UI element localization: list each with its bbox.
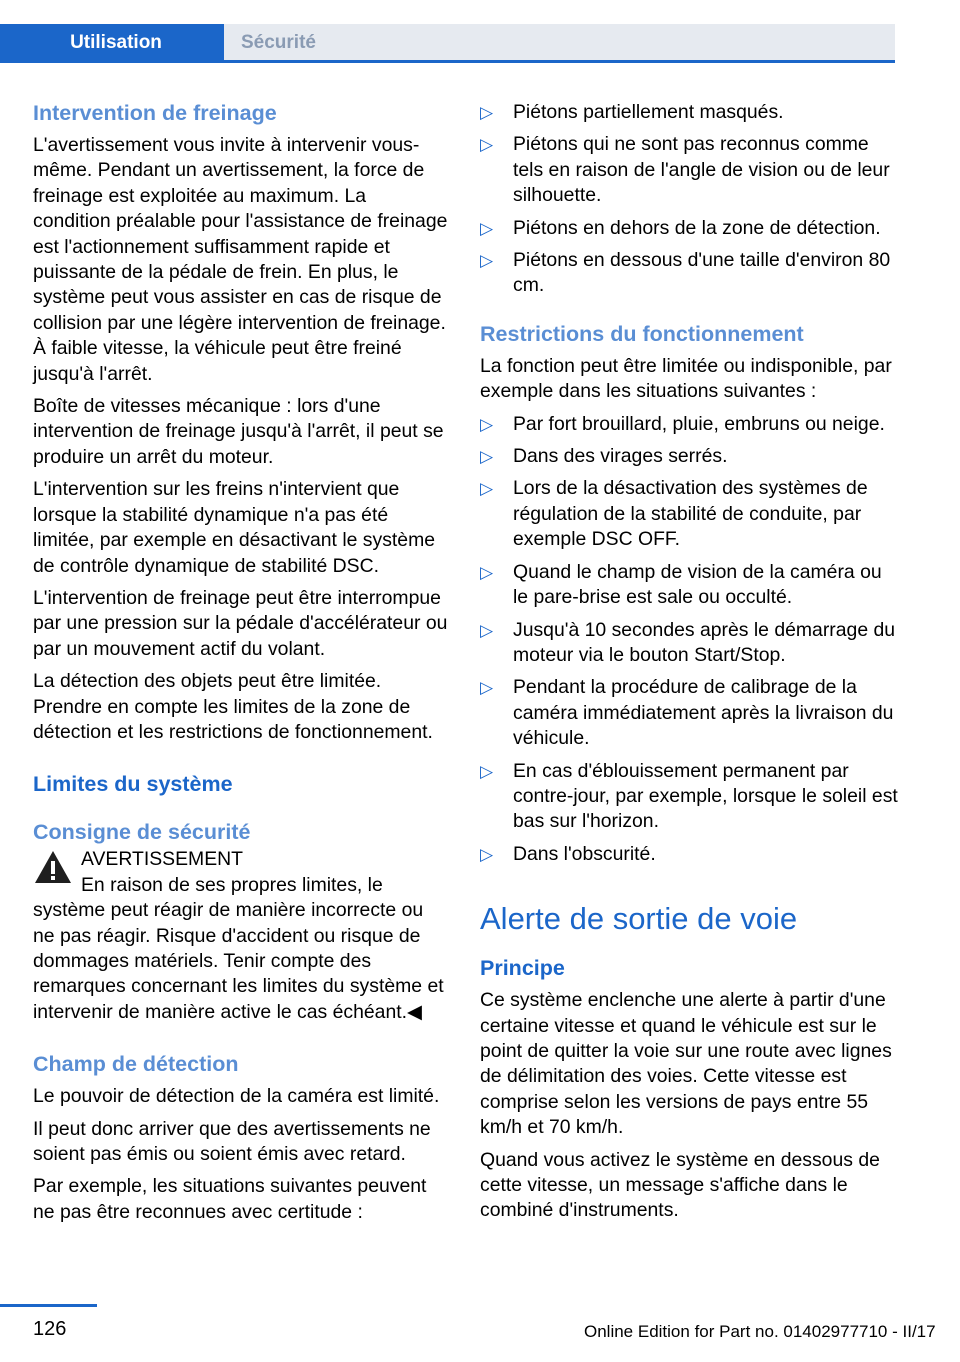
triangle-bullet-icon: ▷	[480, 103, 494, 122]
list-item: ▷ Dans l'obscurité.	[480, 842, 898, 867]
heading-restrictions: Restrictions du fonctionnement	[480, 321, 804, 346]
warning-triangle-icon	[33, 849, 73, 885]
warning-block	[33, 847, 449, 1025]
page-number: 126	[33, 1318, 67, 1340]
list-item: ▷ Dans des virages serrés.	[480, 444, 898, 469]
warning-title: AVERTISSEMENT	[81, 848, 243, 871]
list-restrictions	[480, 412, 898, 868]
warning-text: En raison de ses propres limites, le système peut réagir de manière incorrecte ou ne pas réagir. Risque d'accident ou risque de dommages matériels. Tenir compte des remarques concernant les limites du système et intervenir de manière active le cas échéant.◀	[33, 873, 444, 1023]
list-item: ▷ Piétons partiellement masqués.	[480, 100, 898, 125]
list-item: ▷ Jusqu'à 10 secondes après le démarrage du moteur via le bouton Start/Stop.	[480, 618, 896, 666]
heading-alerte-sortie-voie: Alerte de sortie de voie	[480, 901, 798, 937]
paragraph: Quand vous activez le système en dessous de cette vitesse, un message s'affiche dans le combiné d'instruments.	[480, 1148, 880, 1222]
paragraph: Ce système enclenche une alerte à partir d'une certaine vitesse et quand le véhicule est sur le point de quitter la voie sur une route avec lignes de délimitation des voies. Cette vitesse est comprise selon les versions de pays entre 55 km/h et 70 km/h.	[480, 989, 892, 1139]
heading-principe: Principe	[480, 956, 565, 981]
paragraph: L'intervention sur les freins n'intervient que lorsque la stabilité dynamique n'a pas été limitée, par exemple en désactivant le système de contrôle dynamique de stabilité DSC.	[33, 478, 436, 577]
tab-securite[interactable]: Sécurité	[224, 24, 895, 62]
edition-note: Online Edition for Part no. 01402977710 - II/17	[584, 1322, 936, 1341]
heading-consigne-securite: Consigne de sécurité	[33, 820, 251, 845]
paragraph: L'intervention de freinage peut être interrompue par une pression sur la pédale d'accélérateur ou par un mouvement actif du volant.	[33, 586, 448, 660]
footer-rule	[0, 1304, 97, 1307]
triangle-bullet-icon: ▷	[480, 678, 494, 698]
list-pietons	[480, 100, 898, 299]
list-item: ▷ Piétons en dehors de la zone de détection.	[480, 216, 898, 241]
paragraph: Le pouvoir de détection de la caméra est limité.	[33, 1085, 440, 1108]
heading-champ-detection: Champ de détection	[33, 1052, 239, 1077]
triangle-bullet-icon: ▷	[480, 844, 494, 864]
paragraph: Par exemple, les situations suivantes peuvent ne pas être reconnues avec certitude :	[33, 1175, 427, 1223]
section-tabs	[0, 24, 895, 62]
list-item: ▷ Quand le champ de vision de la caméra ou le pare-brise est sale ou occulté.	[480, 560, 882, 609]
list-item: ▷ Piétons en dessous d'une taille d'environ 80 cm.	[480, 249, 891, 297]
triangle-bullet-icon: ▷	[480, 251, 494, 271]
list-item: ▷ Piétons qui ne sont pas reconnus comme tels en raison de l'angle de vision ou de leur silhouette.	[480, 133, 890, 207]
list-item: ▷ Par fort brouillard, pluie, embruns ou neige.	[480, 412, 898, 437]
right-column	[480, 100, 898, 1231]
list-item: ▷ En cas d'éblouissement permanent par contre-jour, par exemple, lorsque le soleil est bas sur l'horizon.	[480, 759, 898, 833]
triangle-bullet-icon: ▷	[480, 447, 494, 467]
triangle-bullet-icon: ▷	[480, 562, 494, 582]
paragraph: Boîte de vitesses mécanique : lors d'une intervention de freinage jusqu'à l'arrêt, il peut se produire un arrêt du moteur.	[33, 395, 444, 468]
triangle-bullet-icon: ▷	[480, 414, 494, 434]
triangle-bullet-icon: ▷	[480, 135, 494, 155]
paragraph: Il peut donc arriver que des avertissements ne soient pas émis ou soient émis avec retard.	[33, 1117, 431, 1165]
paragraph: La détection des objets peut être limitée. Prendre en compte les limites de la zone de détection et les restrictions de fonctionnement.	[33, 670, 433, 743]
triangle-bullet-icon: ▷	[480, 761, 494, 781]
triangle-bullet-icon: ▷	[480, 479, 494, 499]
list-item: ▷ Lors de la désactivation des systèmes de régulation de la stabilité de conduite, par exemple DSC OFF.	[480, 477, 868, 551]
list-item: ▷ Pendant la procédure de calibrage de la caméra immédiatement après la livraison du véhicule.	[480, 676, 894, 750]
left-column	[33, 100, 449, 1232]
triangle-bullet-icon: ▷	[480, 218, 494, 238]
heading-intervention-freinage: Intervention de freinage	[33, 101, 277, 125]
paragraph: L'avertissement vous invite à intervenir vous-même. Pendant un avertissement, la force de freinage est exploitée au maximum. La condition préalable pour l'assistance de freinage est l'actionnement suffisamment rapide et puissante de la pédale de frein. En plus, le système peut vous assister en cas de risque de collision par une légère intervention de freinage. À faible vitesse, la véhicule peut être freiné jusqu'à l'arrêt.	[33, 134, 448, 385]
paragraph: La fonction peut être limitée ou indisponible, par exemple dans les situations suivantes :	[480, 354, 892, 403]
tab-underline	[0, 60, 895, 63]
heading-limites-systeme: Limites du système	[33, 772, 233, 797]
tab-utilisation[interactable]: Utilisation	[0, 24, 224, 62]
triangle-bullet-icon: ▷	[480, 620, 494, 640]
